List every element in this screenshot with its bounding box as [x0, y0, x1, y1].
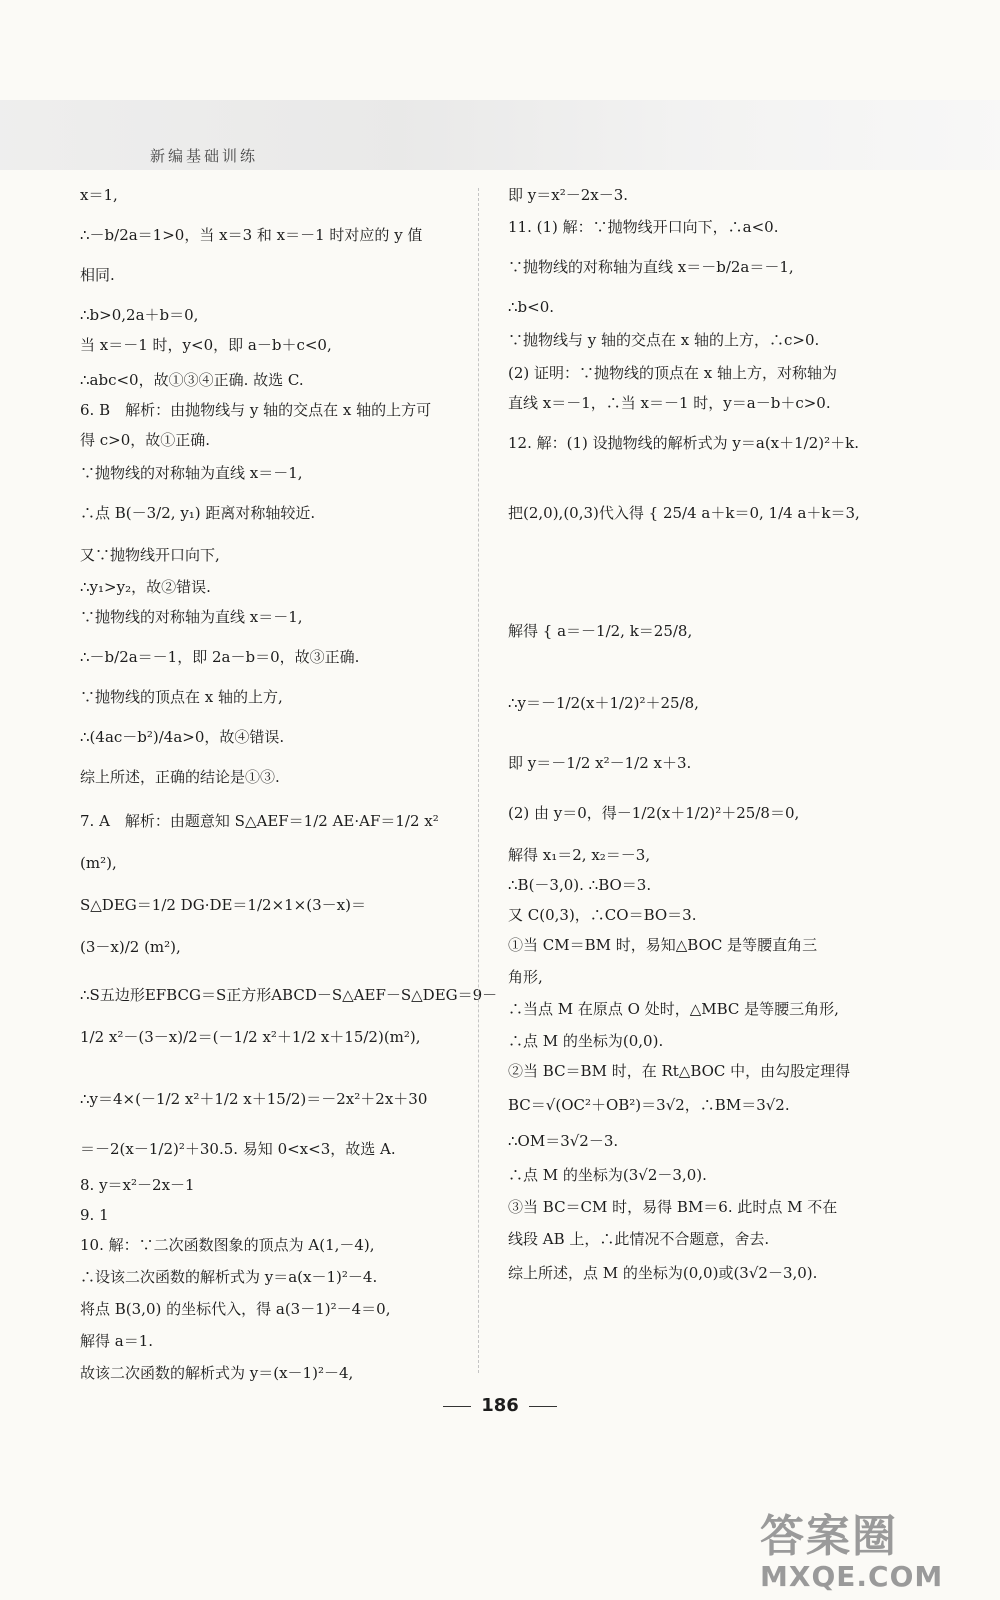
answer-line: 12. 解：(1) 设抛物线的解析式为 y＝a(x＋1/2)²＋k.	[508, 434, 860, 452]
answer-line: ∴B(－3,0). ∴BO＝3.	[508, 876, 652, 894]
answer-line: x＝1,	[80, 186, 118, 204]
answer-line: ∴b>0,2a＋b＝0,	[80, 306, 199, 324]
answer-line: (2) 由 y＝0，得－1/2(x＋1/2)²＋25/8＝0,	[508, 804, 800, 822]
answer-line: 得 c>0，故①正确.	[80, 431, 211, 449]
answer-line: 相同.	[80, 266, 115, 284]
answer-line: ＝－2(x－1/2)²＋30.5. 易知 0<x<3，故选 A.	[80, 1140, 396, 1158]
answer-line: ∴y＝4×(－1/2 x²＋1/2 x＋15/2)＝－2x²＋2x＋30	[80, 1090, 428, 1108]
column-divider	[478, 188, 479, 1373]
answer-line: ∵抛物线的对称轴为直线 x＝－b/2a＝－1,	[508, 258, 794, 276]
answer-line: 线段 AB 上，∴此情况不合题意，舍去.	[508, 1230, 770, 1248]
answer-line: 将点 B(3,0) 的坐标代入，得 a(3－1)²－4＝0,	[80, 1300, 391, 1318]
answer-line: ∴OM＝3√2－3.	[508, 1132, 619, 1150]
answer-line: 故该二次函数的解析式为 y＝(x－1)²－4,	[80, 1364, 354, 1382]
answer-line: ②当 BC＝BM 时，在 Rt△BOC 中，由勾股定理得	[508, 1062, 851, 1080]
answer-line: ∴y₁>y₂，故②错误.	[80, 578, 211, 596]
answer-line: 11. (1) 解：∵抛物线开口向下，∴a<0.	[508, 218, 779, 236]
answer-line: S△DEG＝1/2 DG·DE＝1/2×1×(3－x)＝	[80, 896, 366, 914]
answer-line: BC＝√(OC²＋OB²)＝3√2，∴BM＝3√2.	[508, 1096, 790, 1114]
answer-line: ∴(4ac－b²)/4a>0，故④错误.	[80, 728, 285, 746]
page-dash-left	[443, 1406, 471, 1407]
answer-line: ∴设该二次函数的解析式为 y＝a(x－1)²－4.	[80, 1268, 378, 1286]
watermark-logo: 答案圈	[760, 1511, 898, 1562]
answer-line: ∵抛物线与 y 轴的交点在 x 轴的上方，∴c>0.	[508, 331, 820, 349]
answer-line: (3－x)/2 (m²),	[80, 938, 181, 956]
answer-line: 综上所述，点 M 的坐标为(0,0)或(3√2－3,0).	[508, 1264, 818, 1282]
page-dash-right	[529, 1406, 557, 1407]
answer-line: 当 x＝－1 时，y<0，即 a－b＋c<0,	[80, 336, 332, 354]
answer-line: ∴y＝－1/2(x＋1/2)²＋25/8,	[508, 694, 699, 712]
answer-line: ∵抛物线的对称轴为直线 x＝－1,	[80, 464, 303, 482]
watermark-domain: MXQE.COM	[760, 1560, 944, 1593]
answer-line: ∴－b/2a＝－1，即 2a－b＝0，故③正确.	[80, 648, 360, 666]
answer-line: 又 C(0,3)，∴CO＝BO＝3.	[508, 906, 697, 924]
answer-line: (2) 证明：∵抛物线的顶点在 x 轴上方，对称轴为	[508, 364, 838, 382]
answer-line: ∵抛物线的顶点在 x 轴的上方,	[80, 688, 283, 706]
answer-line: ∴S五边形EFBCG＝S正方形ABCD－S△AEF－S△DEG＝9－	[80, 986, 498, 1004]
answer-line: ∴－b/2a＝1>0，当 x＝3 和 x＝－1 时对应的 y 值	[80, 226, 423, 244]
answer-line: ∴当点 M 在原点 O 处时，△MBC 是等腰三角形,	[508, 1000, 839, 1018]
page-number	[0, 1395, 1000, 1416]
answer-line: 综上所述，正确的结论是①③.	[80, 768, 280, 786]
answer-line: 把(2,0),(0,3)代入得 { 25/4 a＋k＝0, 1/4 a＋k＝3,	[508, 504, 860, 522]
answer-line: ③当 BC＝CM 时，易得 BM＝6. 此时点 M 不在	[508, 1198, 838, 1216]
answer-line: ∴点 B(－3/2, y₁) 距离对称轴较近.	[80, 504, 316, 522]
answer-line: 即 y＝－1/2 x²－1/2 x＋3.	[508, 754, 692, 772]
answer-line: ∴点 M 的坐标为(0,0).	[508, 1032, 664, 1050]
answer-line: 7. A 解析：由题意知 S△AEF＝1/2 AE·AF＝1/2 x²	[80, 812, 439, 830]
answer-line: ∴点 M 的坐标为(3√2－3,0).	[508, 1166, 707, 1184]
answer-line: 1/2 x²－(3－x)/2＝(－1/2 x²＋1/2 x＋15/2)(m²),	[80, 1028, 421, 1046]
answer-line: 10. 解：∵二次函数图象的顶点为 A(1,－4),	[80, 1236, 375, 1254]
answer-line: 角形,	[508, 968, 543, 986]
answer-line: 又∵抛物线开口向下,	[80, 546, 220, 564]
answer-line: 直线 x＝－1，∴当 x＝－1 时，y＝a－b＋c>0.	[508, 394, 831, 412]
answer-line: ①当 CM＝BM 时，易知△BOC 是等腰直角三	[508, 936, 818, 954]
answer-line: ∴abc<0，故①③④正确. 故选 C.	[80, 371, 304, 389]
answer-line: ∴b<0.	[508, 298, 555, 316]
answer-line: ∵抛物线的对称轴为直线 x＝－1,	[80, 608, 303, 626]
answer-line: (m²),	[80, 854, 117, 872]
page-number-text: 186	[481, 1395, 519, 1416]
answer-line: 6. B 解析：由抛物线与 y 轴的交点在 x 轴的上方可	[80, 401, 432, 419]
answer-line: 8. y＝x²－2x－1	[80, 1176, 195, 1194]
watermark	[760, 1500, 990, 1593]
answer-line: 解得 x₁＝2, x₂＝－3,	[508, 846, 651, 864]
book-title: 新编基础训练	[150, 147, 259, 165]
answer-line: 解得 { a＝－1/2, k＝25/8,	[508, 622, 693, 640]
answer-line: 解得 a＝1.	[80, 1332, 154, 1350]
answer-line: 即 y＝x²－2x－3.	[508, 186, 629, 204]
answer-line: 9. 1	[80, 1206, 109, 1224]
